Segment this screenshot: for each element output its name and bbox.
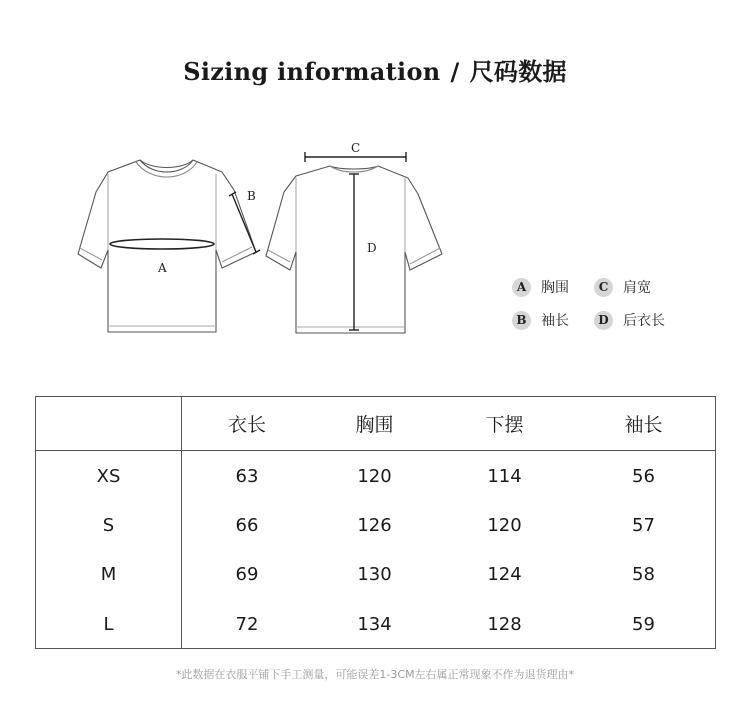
legend-row: [512, 310, 712, 330]
table-row: [36, 550, 715, 600]
measurement-legend: [512, 277, 712, 343]
value-cell: 114: [487, 466, 522, 488]
table-header-row: [36, 397, 715, 451]
table-row: [36, 600, 715, 650]
legend-item-c: [594, 277, 676, 297]
legend-row: [512, 277, 712, 297]
value-cell: 58: [632, 564, 655, 586]
value-cell: 69: [235, 564, 259, 586]
value-cell: 56: [632, 466, 655, 488]
value-cell: 134: [357, 613, 392, 635]
table-row: [36, 451, 715, 501]
legend-badge: A: [512, 278, 531, 297]
label-c: C: [351, 141, 361, 155]
value-cell: 66: [235, 514, 259, 536]
header-cell-sleeve: 袖长: [624, 414, 663, 436]
value-cell: 57: [632, 514, 655, 536]
header-cell-size: [36, 397, 182, 450]
measurement-footnote: *此数据在衣服平铺下手工测量，可能误差1-3CM左右属正常现象不作为退货理由*: [175, 668, 575, 681]
legend-label: 后衣长: [623, 313, 665, 329]
value-cell: 72: [235, 613, 259, 635]
value-cell: 120: [487, 514, 522, 536]
value-cell: 59: [632, 613, 655, 635]
legend-item-a: [512, 277, 594, 297]
legend-badge: C: [594, 278, 613, 297]
legend-badge: B: [512, 311, 531, 330]
front-tshirt-drawing: [78, 160, 260, 332]
table-body: [36, 451, 715, 649]
legend-label: 肩宽: [623, 280, 651, 296]
size-cell: L: [36, 600, 182, 650]
title-separator: /: [450, 58, 460, 86]
value-cell: 128: [487, 613, 522, 635]
legend-badge: D: [594, 311, 613, 330]
title-english: Sizing information: [183, 57, 441, 86]
legend-label: 胸围: [541, 280, 569, 296]
size-cell: S: [36, 501, 182, 551]
header-cell-length: 衣长: [227, 414, 266, 436]
title-chinese: 尺码数据: [469, 58, 567, 86]
value-cell: 124: [487, 564, 522, 586]
value-cell: 126: [357, 514, 392, 536]
label-d: D: [367, 241, 377, 255]
size-table: [35, 396, 716, 649]
value-cell: 63: [235, 466, 259, 488]
size-cell: M: [36, 550, 182, 600]
value-cell: 120: [357, 466, 392, 488]
label-b: B: [247, 189, 256, 203]
header-cell-hem: 下摆: [485, 414, 524, 436]
legend-item-b: [512, 310, 594, 330]
table-row: [36, 501, 715, 551]
legend-label: 袖长: [541, 313, 569, 329]
back-tshirt-drawing: [266, 152, 442, 333]
legend-item-d: [594, 310, 676, 330]
page-title: [0, 52, 750, 87]
size-cell: XS: [36, 451, 182, 501]
label-a: A: [158, 261, 167, 275]
header-cell-chest: 胸围: [355, 414, 394, 436]
value-cell: 130: [357, 564, 392, 586]
